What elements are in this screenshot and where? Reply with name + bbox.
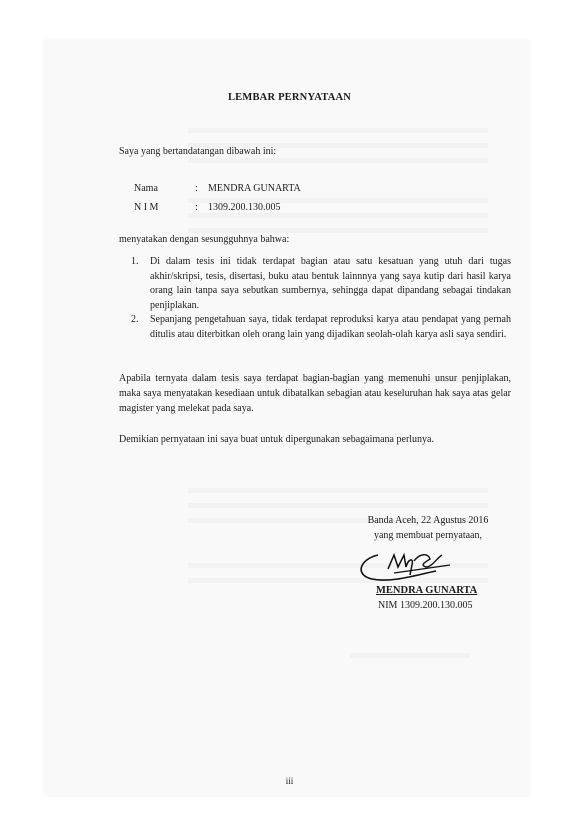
- signer-role: yang membuat pernyataan,: [373, 530, 482, 541]
- document-page: [44, 40, 530, 796]
- signer-name: MENDRA GUNARTA: [376, 585, 478, 596]
- bleed-through-line: [188, 128, 488, 133]
- list-item-text: Di dalam tesis ini tidak terdapat bagian atau satu kesatuan yang utuh dari tugas akhir/skripsi, tesis, disertasi, buku atau bentuk lainnnya yang saya kutip dari hasil karya orang lain tanpa saya sebutkan sumbernya, sehingga dapat dipandang sebagai tindakan penjiplakan.: [150, 256, 511, 311]
- name-value: MENDRA GUNARTA: [208, 183, 301, 194]
- bleed-through-line: [188, 488, 488, 493]
- statement-list: [131, 255, 511, 343]
- list-item: [131, 255, 511, 313]
- list-item: [131, 313, 511, 342]
- bleed-through-line: [188, 503, 488, 508]
- name-label: Nama: [134, 183, 158, 194]
- nim-label: N I M: [134, 202, 159, 213]
- signer-nim: NIM 1309.200.130.005: [378, 600, 473, 611]
- bleed-through-line: [350, 653, 470, 658]
- handwritten-signature: [350, 545, 460, 589]
- list-item-text: Sepanjang pengetahuan saya, tidak terdapat reproduksi karya atau pendapat yang pernah ditulis atau diterbitkan oleh orang lain yang dijadikan seolah-olah karya asli saya sendiri.: [150, 314, 511, 340]
- list-item-number: 1.: [131, 256, 139, 267]
- place-date: Banda Aceh, 22 Agustus 2016: [367, 515, 489, 526]
- page-title: LEMBAR PERNYATAAN: [227, 92, 352, 103]
- nim-value: 1309.200.130.005: [208, 202, 281, 213]
- nim-separator: :: [195, 202, 198, 213]
- statement-intro: menyatakan dengan sesungguhnya bahwa:: [119, 234, 290, 245]
- list-item-number: 2.: [131, 314, 139, 326]
- closing-paragraph: Demikian pernyataan ini saya buat untuk dipergunakan sebagaimana perlunya.: [119, 434, 434, 445]
- consequence-paragraph: Apabila ternyata dalam tesis saya terdapat bagian-bagian yang memenuhi unsur penjiplakan, maka saya menyatakan kesediaan untuk dibatalkan sebagian atau keseluruhan hak saya atas gelar magister yang melekat pada saya.: [119, 373, 511, 414]
- intro-text: Saya yang bertandatangan dibawah ini:: [119, 146, 277, 157]
- page-number: iii: [285, 776, 294, 786]
- name-separator: :: [195, 183, 198, 194]
